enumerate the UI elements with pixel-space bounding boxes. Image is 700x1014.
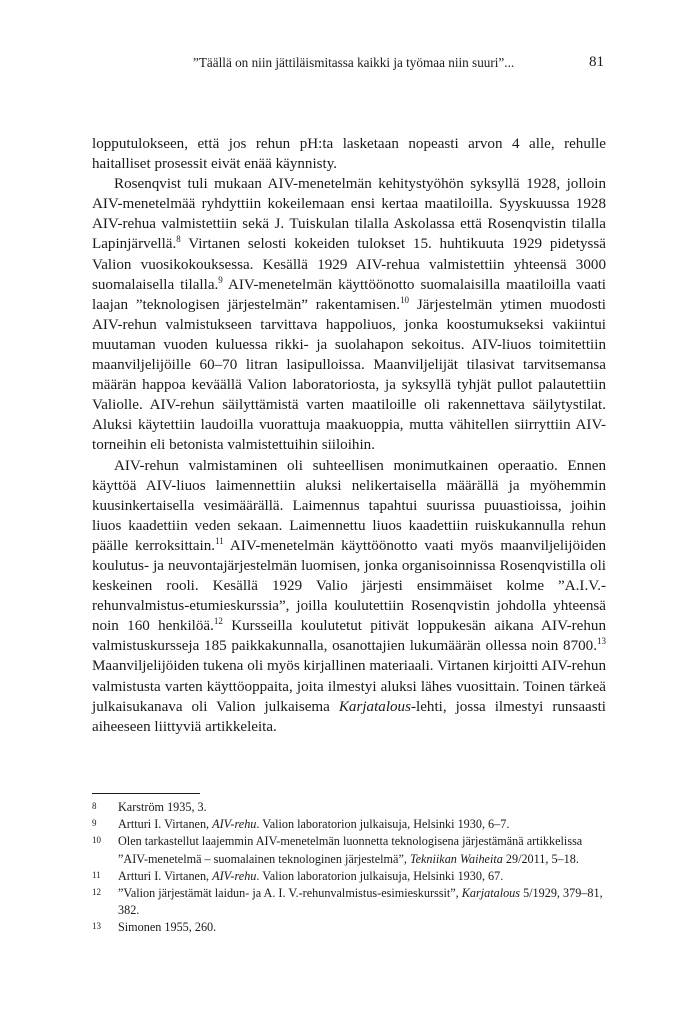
- footnote-text: Olen tarkastellut laajemmin AIV-menetelmän luonnetta teknologisena järjestämänä artikkelissa ”AIV-menetelmä – suomalainen teknologinen järjestelmä”, Tekniikan Waiheita 29/2011, 5–18.: [118, 834, 583, 866]
- footnote-ref-11[interactable]: 11: [215, 535, 224, 546]
- footnote-text: Artturi I. Virtanen, AIV-rehu. Valion laboratorion julkaisuja, Helsinki 1930, 67.: [118, 868, 504, 883]
- footnote-13: [92, 919, 606, 936]
- paragraph-1: lopputulokseen, että jos rehun pH:ta lasketaan nopeasti arvon 4 alle, rehulle haitalliset prosessit eivät enää käynnisty.: [92, 136, 606, 173]
- journal-title: Karjatalous: [338, 698, 411, 715]
- running-title: ”Täällä on niin jättiläismitassa kaikki ja työmaa niin suuri”...: [193, 55, 515, 70]
- footnote-number: 12: [92, 887, 101, 898]
- footnote-text: ”Valion järjestämät laidun- ja A. I. V.-rehunvalmistus-esimieskurssit”, Karjatalous 5/1929, 379–81, 382.: [118, 886, 603, 918]
- footnote-number: 8: [92, 801, 97, 811]
- footnote-text: Karström 1935, 3.: [118, 800, 207, 814]
- footnote-number: 10: [92, 835, 101, 846]
- footnote-11: [92, 868, 606, 885]
- footnote-9: [92, 816, 606, 833]
- footnote-number: 13: [92, 921, 101, 932]
- footnote-ref-8[interactable]: 8: [176, 234, 181, 245]
- footnote-text: Simonen 1955, 260.: [118, 920, 217, 935]
- footnote-12: [92, 885, 606, 919]
- footnote-number: 11: [92, 869, 101, 880]
- footnote-8: [92, 799, 606, 816]
- footnote-ref-10[interactable]: 10: [400, 294, 410, 305]
- footnote-ref-13[interactable]: 13: [597, 636, 606, 647]
- paragraph-2: Rosenqvist tuli mukaan AIV-menetelmän kehitystyöhön syksyllä 1928, jolloin AIV-menetelmää ryhdyttiin kokeilemaan ensi kertaa maatiloilla. Syyskuussa 1928 AIV-rehua valmistettiin sekä J. Tuiskulan tilalla Askolassa että Rosenqvistin tilalla Lapinjärvellä.$^8$ Virtanen selosti kokeiden tulokset 15. huhtikuuta 1929 pidetyssä Valion vuosikokouksessa. Kesällä 1929 AIV-rehua valmistettiin yhteensä 3000 suomalaisella tilalla.$^9$ AIV-menetelmän käyttöönotto suomalaisilla maatiloilla vaati laajan ”teknologisen järjestelmän” rakentamisen.$^{10}$ Järjestelmän ytimen muodosti AIV-rehun valmistukseen tarvittava happoliuos, jonka koostumukseksi vakiintui muutaman vuoden kuluessa rikki- ja suolahapon sekoitus. AIV-liuos toimitettiin maanviljelijöille 60–70 litran lasipulloissa. Maanviljelijät tilasivat tarvitsemansa määrän happoa keväällä Valion laboratoriosta, ja syksyllä tyhjät pullot palautettiin Valiolle. AIV-rehun säilyttämistä varten maatiloille oli rakennettava säilytystilat. Aluksi käytettiin laudoilla vuorattuja maakuoppia, mutta vähitellen siirryttiin AIV-torneihin eli betonista valmistettuihin siiloihin.: [92, 176, 607, 454]
- body-text: [92, 134, 606, 737]
- footnote-ref-9[interactable]: 9: [218, 274, 223, 285]
- page-number: 81: [589, 54, 604, 70]
- footnote-10: [92, 833, 606, 867]
- footnotes: [92, 799, 606, 937]
- footnote-number: 9: [92, 818, 97, 829]
- footnote-ref-12[interactable]: 12: [213, 616, 223, 627]
- footnote-divider: [92, 793, 200, 794]
- paragraph-3: AIV-rehun valmistaminen oli suhteellisen monimutkainen operaatio. Ennen käyttöä AIV-liuos laimennettiin aluksi nelikertaisella määrällä ja myöhemmin kuusinkertaisella vesimäärällä. Laimennus tapahtui suurissa puuastioissa, joihin liuos kaadettiin veden sekaan. Laimennettu liuos kaadettiin ruiskukannulla rehun päälle kerroksittain.$^{11}$ AIV-menetelmän käyttöönotto vaati myös maanviljelijöiden koulutus- ja neuvontajärjestelmän luomisen, jonka organisoinnissa Rosenqvistilla oli keskeinen rooli. Kesällä 1929 Valio järjesti ensimmäiset kolme ”A.I.V.-rehunvalmistus-etumieskurssia”, joilla koulutettiin Rosenqvistin johdolla yhteensä noin 160 henkilöä.$^{12}$ Kursseilla koulutetut pitivät loppukesän aikana AIV-rehun valmistuskursseja 185 paikkakunnalla, osanottajien lukumäärän ollessa noin 8700.13 Maanviljelijöiden tukena oli myös kirjallinen materiaali. Virtanen kirjoitti AIV-rehun valmistusta varten käyttöoppaita, joita ilmestyi aluksi lähes vuosittain. Toinen tärkeä julkaisukanava oli Valion julkaisema Karjatalous-lehti, jossa ilmestyi runsaasti aiheeseen liittyviä artikkeleita.: [92, 457, 606, 735]
- footnote-text: Artturi I. Virtanen, AIV-rehu. Valion laboratorion julkaisuja, Helsinki 1930, 6–7.: [118, 817, 510, 832]
